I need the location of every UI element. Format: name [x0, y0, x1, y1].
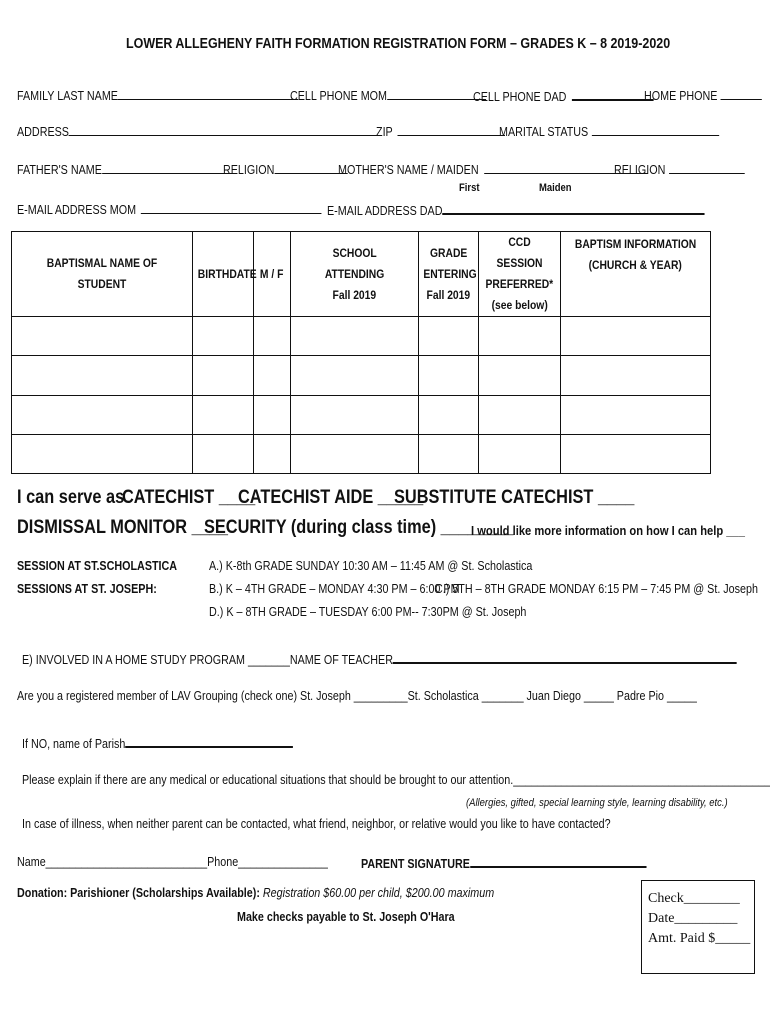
marital-status-label: MARITAL STATUS — [499, 124, 719, 139]
session-b: B.) K – 4TH GRADE – MONDAY 4:30 PM – 6:00 PM — [209, 582, 460, 596]
cell-phone-dad-label: CELL PHONE DAD — [473, 88, 653, 104]
session-scholastica-label: SESSION AT ST.SCHOLASTICA — [17, 559, 178, 573]
grouping-question: Are you a registered member of LAV Grouping (check one) St. Joseph _________St. Scholastica _______ Juan Diego _____ Padre Pio _____ — [17, 689, 697, 703]
table-row[interactable] — [12, 395, 711, 434]
religion-label-father: RELIGION — [223, 162, 347, 177]
serve-security[interactable]: SECURITY (during class time) ________ — [204, 517, 514, 538]
session-c: C.) 5TH – 8TH GRADE MONDAY 6:15 PM – 7:45 PM @ St. Joseph — [435, 582, 758, 596]
name-phone-label: Name___________________________Phone_______________ — [17, 855, 328, 869]
session-d: D.) K – 8TH GRADE – TUESDAY 6:00 PM-- 7:30PM @ St. Joseph — [209, 605, 527, 619]
serve-catechist[interactable]: CATECHIST ____ — [122, 487, 256, 508]
serve-dismissal[interactable]: DISMISSAL MONITOR ____ — [17, 517, 228, 538]
email-dad-label: E-MAIL ADDRESS DAD — [327, 202, 705, 218]
if-no-parish-label: If NO, name of Parish — [22, 735, 293, 751]
date-field[interactable]: Date_________ — [648, 911, 738, 926]
parent-signature-label: PARENT SIGNATURE — [361, 855, 646, 871]
header-birthdate: BIRTHDATE — [193, 232, 254, 317]
family-last-name-label: FAMILY LAST NAME — [17, 88, 299, 103]
more-info[interactable]: I would like more information on how I can help ___ — [471, 523, 745, 538]
office-use-box — [641, 880, 755, 974]
table-row[interactable] — [12, 434, 711, 473]
table-row[interactable] — [12, 356, 711, 395]
serve-aide[interactable]: CATECHIST AIDE _____ — [238, 487, 424, 508]
illness-question: In case of illness, when neither parent can be contacted, what friend, neighbor, or relative would you like to have contacted? — [22, 817, 611, 831]
cell-phone-mom-label: CELL PHONE MOM — [290, 88, 486, 103]
maiden-label: Maiden — [539, 182, 572, 194]
payable-line: Make checks payable to St. Joseph O'Hara — [237, 910, 455, 924]
header-baptism-info: BAPTISM INFORMATION (CHURCH & YEAR) — [561, 232, 711, 317]
email-mom-label: E-MAIL ADDRESS MOM — [17, 202, 322, 217]
religion-label-mother: RELIGION — [614, 162, 745, 177]
serve-substitute[interactable]: SUBSTITUTE CATECHIST ____ — [394, 487, 635, 508]
session-a: A.) K-8th GRADE SUNDAY 10:30 AM – 11:45 AM @ St. Scholastica — [209, 559, 533, 573]
serve-intro: I can serve as — [17, 487, 125, 508]
session-joseph-label: SESSIONS AT ST. JOSEPH: — [17, 582, 157, 596]
zip-label: ZIP — [376, 124, 505, 139]
mothers-name-label: MOTHER'S NAME / MAIDEN — [338, 162, 647, 177]
header-baptismal-name: BAPTISMAL NAME OF STUDENT — [12, 232, 193, 317]
home-phone-label: HOME PHONE — [644, 88, 762, 103]
address-label: ADDRESS — [17, 124, 379, 139]
header-grade: GRADE ENTERING Fall 2019 — [419, 232, 479, 317]
home-study-label: E) INVOLVED IN A HOME STUDY PROGRAM _______NAME OF TEACHER — [22, 651, 737, 667]
table-row[interactable] — [12, 317, 711, 356]
header-school: SCHOOL ATTENDING Fall 2019 — [291, 232, 419, 317]
student-table — [11, 231, 711, 474]
header-ccd: CCD SESSION PREFERRED* (see below) — [479, 232, 561, 317]
first-label: First — [459, 182, 480, 194]
fathers-name-label: FATHER'S NAME — [17, 162, 235, 177]
check-field[interactable]: Check________ — [648, 891, 740, 906]
page-title: LOWER ALLEGHENY FAITH FORMATION REGISTRATION FORM – GRADES K – 8 2019-2020 — [126, 36, 671, 52]
donation-line: Donation: Parishioner (Scholarships Available): Registration $60.00 per child, $200.00 maximum — [17, 886, 495, 900]
amount-paid-field[interactable]: Amt. Paid $_____ — [648, 931, 751, 946]
header-mf: M / F — [254, 232, 291, 317]
medical-question: Please explain if there are any medical or educational situations that should be brought to our attention.___________________________________________ — [22, 773, 770, 787]
medical-note: (Allergies, gifted, special learning style, learning disability, etc.) — [466, 797, 728, 809]
